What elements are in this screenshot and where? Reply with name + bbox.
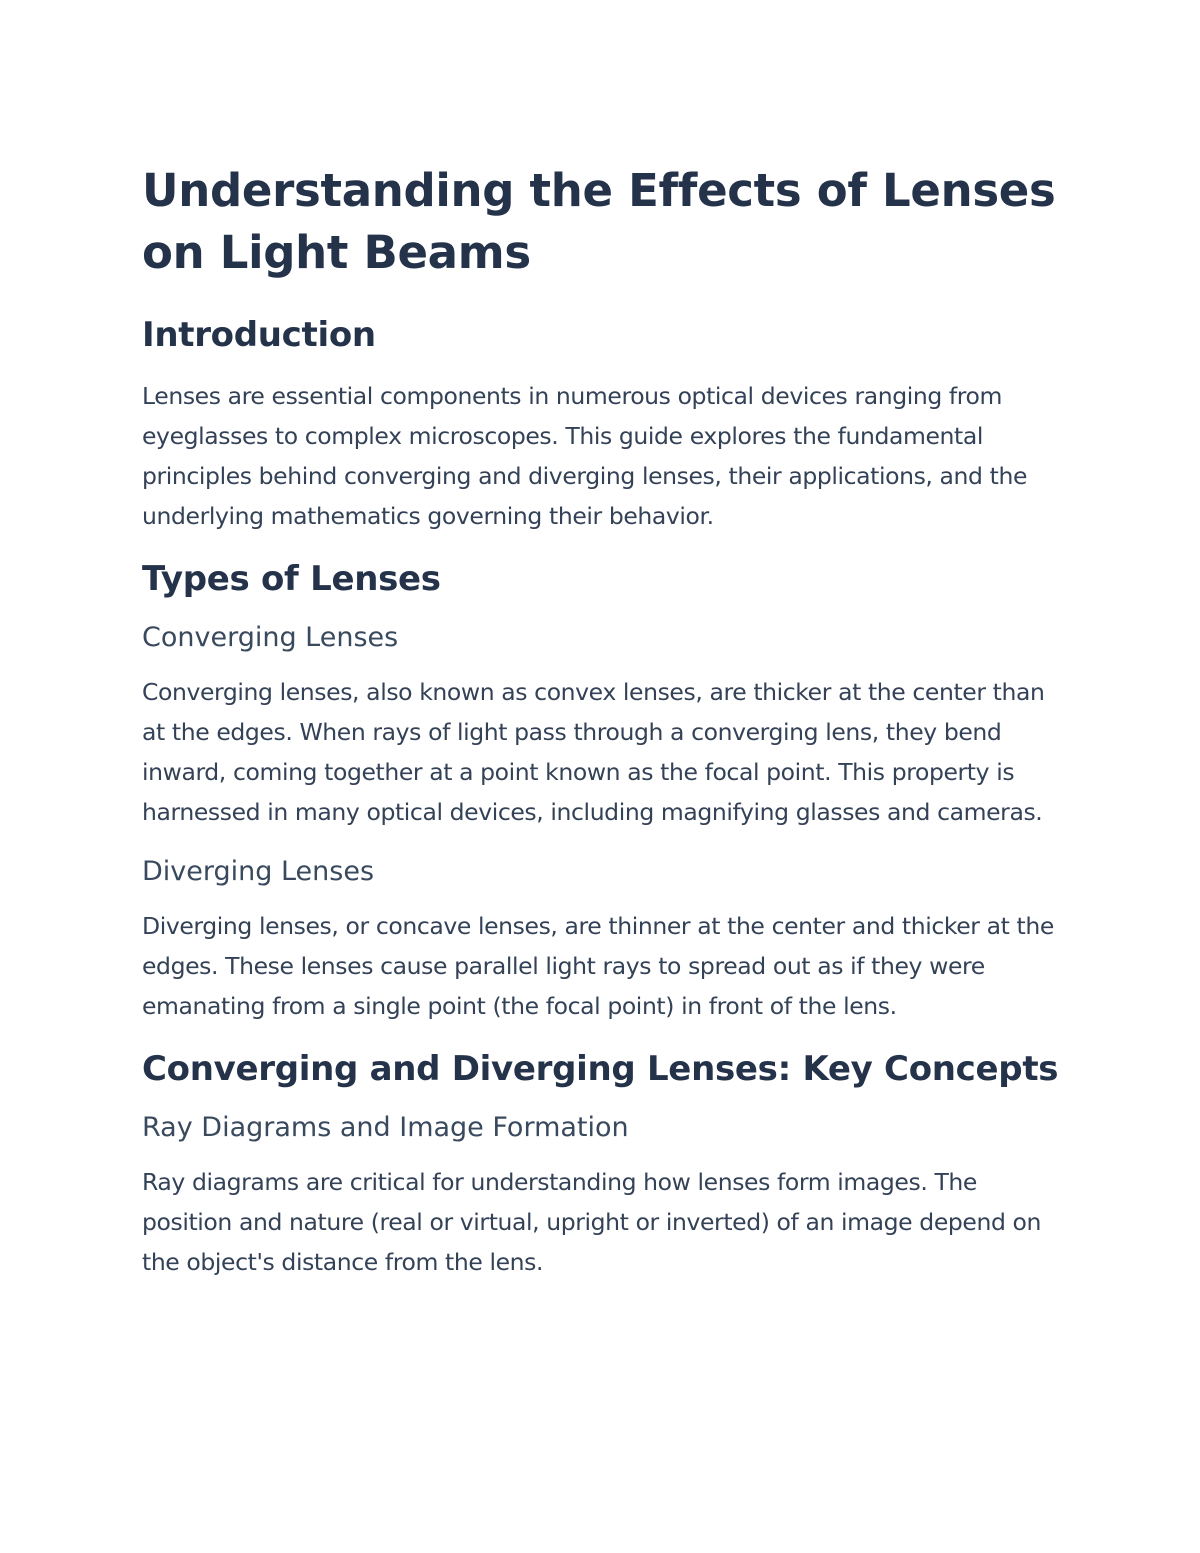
diverging-lenses-paragraph: Diverging lenses, or concave lenses, are thinner at the center and thicker at the edges. These lenses cause parallel light rays to spread out as if they were emanating from a single point (the focal point) in front of the lens. (142, 912, 1054, 1020)
types-of-lenses-heading: Types of Lenses (142, 559, 441, 599)
ray-diagrams-paragraph: Ray diagrams are critical for understanding how lenses form images. The position and nature (real or virtual, upright or inverted) of an image depend on the object's distance from the lens. (142, 1168, 1042, 1276)
document-page (142, 160, 1062, 1304)
introduction-paragraph: Lenses are essential components in numerous optical devices ranging from eyeglasses to complex microscopes. This guide explores the fundamental principles behind converging and diverging lenses, their applications, and the underlying mathematics governing their behavior. (142, 382, 1028, 530)
converging-lenses-heading: Converging Lenses (142, 622, 399, 653)
ray-diagrams-heading: Ray Diagrams and Image Formation (142, 1112, 629, 1143)
document-title: Understanding the Effects of Lenses on Light Beams (142, 164, 1056, 279)
converging-lenses-paragraph: Converging lenses, also known as convex lenses, are thicker at the center than at the edges. When rays of light pass through a converging lens, they bend inward, coming together at a point known as the focal point. This property is harnessed in many optical devices, including magnifying glasses and cameras. (142, 678, 1045, 826)
introduction-heading: Introduction (142, 315, 376, 355)
diverging-lenses-heading: Diverging Lenses (142, 856, 375, 887)
key-concepts-heading: Converging and Diverging Lenses: Key Concepts (142, 1049, 1059, 1089)
